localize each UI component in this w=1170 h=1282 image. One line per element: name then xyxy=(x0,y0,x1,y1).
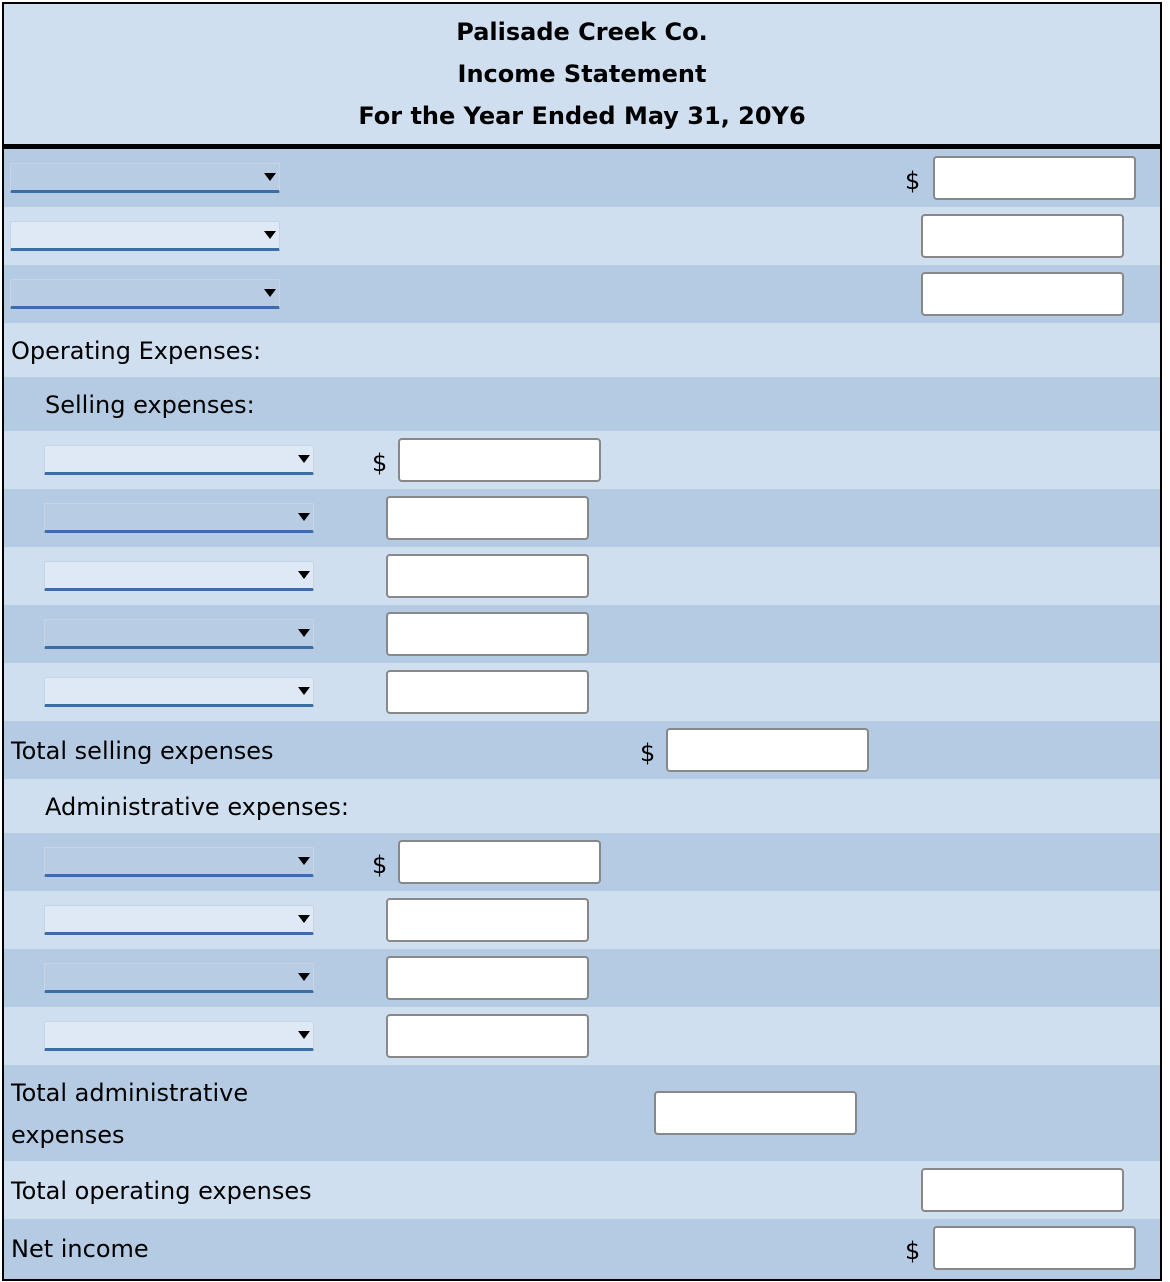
admin-expense-select-4[interactable] xyxy=(44,1021,314,1051)
table-row xyxy=(4,265,1160,323)
selling-expense-select-5[interactable] xyxy=(44,677,314,707)
net-income-label: Net income xyxy=(11,1235,149,1263)
admin-expense-amount-4[interactable] xyxy=(386,1014,589,1058)
statement-title: Income Statement xyxy=(457,60,707,88)
chevron-down-icon xyxy=(298,973,310,981)
chevron-down-icon xyxy=(298,915,310,923)
chevron-down-icon xyxy=(298,1031,310,1039)
amount-input-line-2[interactable] xyxy=(921,214,1124,258)
table-row xyxy=(4,891,1160,949)
selling-expense-amount-5[interactable] xyxy=(386,670,589,714)
table-row xyxy=(4,431,1160,489)
table-row xyxy=(4,833,1160,891)
dollar-sign: $ xyxy=(640,739,656,767)
admin-expense-amount-2[interactable] xyxy=(386,898,589,942)
table-row xyxy=(4,721,1160,779)
statement-header xyxy=(4,4,1160,144)
table-row xyxy=(4,377,1160,431)
chevron-down-icon xyxy=(298,857,310,865)
chevron-down-icon xyxy=(298,571,310,579)
statement-period: For the Year Ended May 31, 20Y6 xyxy=(358,102,806,130)
amount-input-line-3[interactable] xyxy=(921,272,1124,316)
dollar-sign: $ xyxy=(905,1237,921,1265)
admin-expense-amount-3[interactable] xyxy=(386,956,589,1000)
selling-expense-amount-1[interactable] xyxy=(398,438,601,482)
line-item-select-1[interactable] xyxy=(10,163,280,193)
company-name: Palisade Creek Co. xyxy=(456,18,708,46)
table-row xyxy=(4,1065,1160,1161)
admin-expense-select-1[interactable] xyxy=(44,847,314,877)
total-selling-label: Total selling expenses xyxy=(11,737,274,765)
table-row xyxy=(4,489,1160,547)
total-admin-amount[interactable] xyxy=(654,1091,857,1135)
selling-expense-select-4[interactable] xyxy=(44,619,314,649)
chevron-down-icon xyxy=(264,173,276,181)
administrative-expenses-label: Administrative expenses: xyxy=(45,793,349,821)
total-selling-amount[interactable] xyxy=(666,728,869,772)
table-row xyxy=(4,547,1160,605)
total-admin-label-line1: Total administrative xyxy=(11,1079,249,1107)
table-row xyxy=(4,605,1160,663)
net-income-amount[interactable] xyxy=(933,1226,1136,1270)
table-row xyxy=(4,149,1160,207)
operating-expenses-label: Operating Expenses: xyxy=(11,337,262,365)
selling-expense-select-3[interactable] xyxy=(44,561,314,591)
chevron-down-icon xyxy=(298,455,310,463)
selling-expense-amount-4[interactable] xyxy=(386,612,589,656)
dollar-sign: $ xyxy=(905,167,921,195)
chevron-down-icon xyxy=(298,687,310,695)
dollar-sign: $ xyxy=(372,851,388,879)
selling-expenses-label: Selling expenses: xyxy=(45,391,255,419)
table-row xyxy=(4,207,1160,265)
dollar-sign: $ xyxy=(372,449,388,477)
total-operating-amount[interactable] xyxy=(921,1168,1124,1212)
selling-expense-select-1[interactable] xyxy=(44,445,314,475)
selling-expense-amount-2[interactable] xyxy=(386,496,589,540)
table-row xyxy=(4,1161,1160,1219)
income-statement-form xyxy=(2,2,1162,1281)
table-row xyxy=(4,663,1160,721)
table-row xyxy=(4,779,1160,833)
selling-expense-amount-3[interactable] xyxy=(386,554,589,598)
chevron-down-icon xyxy=(264,289,276,297)
total-operating-label: Total operating expenses xyxy=(11,1177,312,1205)
total-admin-label-line2: expenses xyxy=(11,1121,125,1149)
table-row xyxy=(4,1007,1160,1065)
admin-expense-select-2[interactable] xyxy=(44,905,314,935)
table-row xyxy=(4,949,1160,1007)
chevron-down-icon xyxy=(264,231,276,239)
table-row xyxy=(4,1219,1160,1279)
admin-expense-select-3[interactable] xyxy=(44,963,314,993)
line-item-select-2[interactable] xyxy=(10,221,280,251)
chevron-down-icon xyxy=(298,629,310,637)
admin-expense-amount-1[interactable] xyxy=(398,840,601,884)
line-item-select-3[interactable] xyxy=(10,279,280,309)
selling-expense-select-2[interactable] xyxy=(44,503,314,533)
amount-input-line-1[interactable] xyxy=(933,156,1136,200)
chevron-down-icon xyxy=(298,513,310,521)
table-row xyxy=(4,323,1160,377)
